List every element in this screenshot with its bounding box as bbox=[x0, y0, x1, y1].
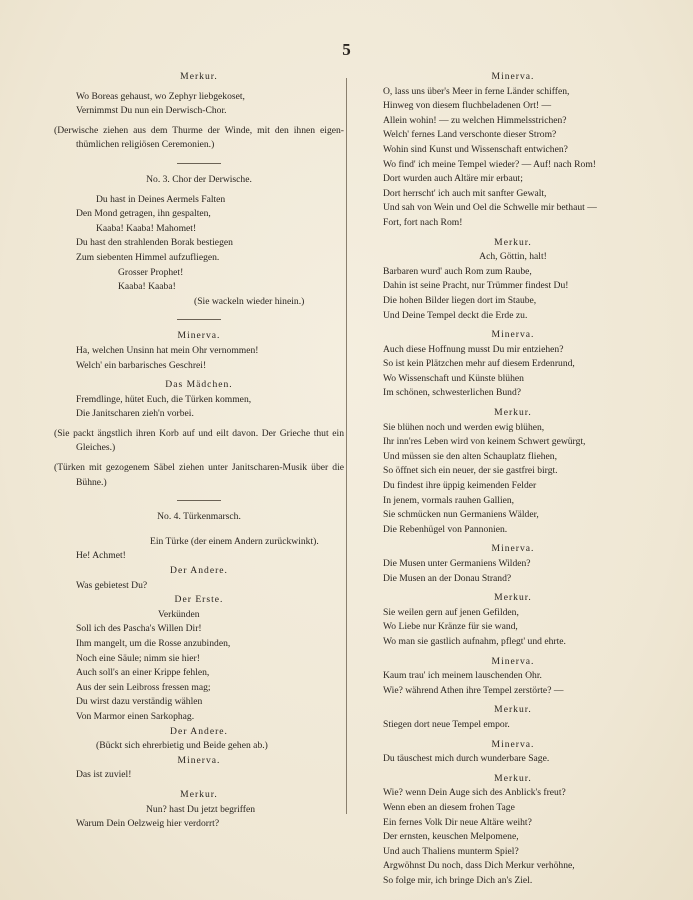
verse-line: Wo find' ich meine Tempel wieder? — Auf! nach Rom! bbox=[383, 158, 596, 170]
speaker-name: Minerva. bbox=[491, 655, 535, 667]
verse-line: He! Achmet! bbox=[76, 550, 126, 562]
verse-line: Kaum trau' ich meinem lauschenden Ohr. bbox=[383, 670, 542, 682]
verse-line: Soll ich des Pascha's Willen Dir! bbox=[76, 623, 202, 635]
verse-line: Und auch Thaliens munterm Spiel? bbox=[383, 845, 519, 857]
verse-line: Auch diese Hoffnung musst Du mir entziehen? bbox=[383, 343, 564, 355]
speaker-name: Merkur. bbox=[180, 71, 218, 82]
verse-line: Ein fernes Volk Dir neue Altäre weiht? bbox=[383, 816, 532, 828]
speaker-name: Merkur. bbox=[494, 592, 532, 604]
verse-line: Die hohen Bilder liegen dort im Staube, bbox=[383, 294, 537, 306]
verse-line: Allein wohin! — zu welchen Himmelsstrichen? bbox=[383, 114, 567, 126]
stage-direction: (Derwische ziehen aus dem Thurme der Winde, mit den ihnen eigen- thümlichen religiösen Ceremonien.) bbox=[54, 124, 344, 151]
verse-line: Den Mond getragen, ihn gespalten, bbox=[76, 208, 211, 220]
speaker-name: Minerva. bbox=[177, 754, 221, 766]
verse-line: Wo Wissenschaft und Künste blühen bbox=[383, 372, 524, 384]
section-rule bbox=[177, 163, 221, 164]
verse-line: Auch soll's an einer Krippe fehlen, bbox=[76, 667, 210, 679]
verse-line: Aus der sein Leibross fressen mag; bbox=[76, 681, 211, 693]
verse-line: Fremdlinge, hütet Euch, die Türken kommen, bbox=[76, 393, 252, 405]
stage-direction: (Türken mit gezogenem Säbel ziehen unter Janitscharen-Musik über die Bühne.) bbox=[54, 462, 344, 488]
verse-line: Hinweg von diesem fluchbeladenen Ort! — bbox=[383, 100, 552, 112]
verse-line: Wo man sie gastlich aufnahm, pflegt' und ehrte. bbox=[383, 635, 566, 647]
verse-line: Die Janitscharen zieh'n vorbei. bbox=[76, 408, 194, 420]
verse-line: Argwöhnst Du noch, dass Dich Merkur verhöhne, bbox=[383, 860, 575, 872]
speaker-name: Der Andere. bbox=[170, 725, 228, 737]
verse-line: Welch' ein barbarisches Geschrei! bbox=[76, 359, 207, 371]
page-number: 5 bbox=[342, 40, 351, 59]
verse-line: Du wirst dazu verständig wählen bbox=[76, 696, 203, 708]
verse-line: Wenn eben an diesem frohen Tage bbox=[383, 801, 515, 813]
verse-line: Nun? hast Du jetzt begriffen bbox=[146, 803, 256, 815]
left-column bbox=[54, 70, 344, 832]
verse-line: Die Musen an der Donau Strand? bbox=[383, 572, 512, 584]
number-title: No. 4. Türkenmarsch. bbox=[157, 511, 241, 523]
stage-direction: Ein Türke (der einem Andern zurückwinkt). bbox=[150, 535, 319, 547]
verse-line: Barbaren wurd' auch Rom zum Raube, bbox=[383, 265, 532, 277]
verse-line: Du täuschest mich durch wunderbare Sage. bbox=[383, 753, 550, 765]
stage-direction: (Sie wackeln wieder hinein.) bbox=[194, 295, 305, 307]
verse-line: Dort herrscht' ich auch mit sanfter Gewalt, bbox=[383, 187, 547, 199]
verse-line: Sie schmücken nun Germaniens Wälder, bbox=[383, 509, 539, 521]
speaker-name: Merkur. bbox=[494, 704, 532, 716]
section-rule bbox=[177, 500, 221, 501]
verse-line: Ihr inn'res Leben wird von keinem Schwert gewürgt, bbox=[383, 436, 586, 448]
speaker-name: Der Erste. bbox=[174, 594, 224, 606]
verse-line: Ach, Göttin, halt! bbox=[479, 251, 547, 263]
verse-line: Wo Liebe nur Kränze für sie wand, bbox=[383, 621, 518, 633]
verse-line: Das ist zuviel! bbox=[76, 769, 132, 781]
verse-line: Kaaba! Kaaba! bbox=[118, 281, 176, 293]
verse-line: Fort, fort nach Rom! bbox=[383, 216, 463, 228]
verse-line: Noch eine Säule; nimm sie hier! bbox=[76, 652, 200, 664]
verse-line: So folge mir, ich bringe Dich an's Ziel. bbox=[383, 874, 533, 886]
verse-line: Du findest ihre üppig keimenden Felder bbox=[383, 480, 537, 492]
speaker-name: Minerva. bbox=[491, 329, 535, 341]
speaker-name: Minerva. bbox=[491, 543, 535, 555]
speaker-name: Minerva. bbox=[491, 738, 535, 750]
verse-line: Und sah von Wein und Oel die Schwelle mir bethaut — bbox=[383, 202, 597, 214]
section-rule bbox=[177, 319, 221, 320]
verse-line: Vernimmst Du nun ein Derwisch-Chor. bbox=[76, 105, 227, 117]
verse-line: Dahin ist seine Pracht, nur Trümmer findest Du! bbox=[383, 280, 569, 292]
stage-direction: (Sie packt ängstlich ihren Korb auf und eilt davon. Der Grieche thut ein Gleiches.) bbox=[54, 427, 344, 454]
speaker-name: Merkur. bbox=[180, 788, 218, 800]
verse-line: In jenem, vormals rauhen Gallien, bbox=[383, 494, 515, 506]
stage-direction: (Bückt sich ehrerbietig und Beide gehen ab.) bbox=[96, 740, 268, 752]
verse-line: Sie weilen gern auf jenen Gefilden, bbox=[383, 606, 519, 618]
speaker-name: Merkur. bbox=[494, 236, 532, 248]
speaker-name: Minerva. bbox=[491, 71, 535, 82]
column-divider bbox=[346, 78, 347, 814]
verse-line: Welch' fernes Land verschonte dieser Strom? bbox=[383, 129, 557, 141]
verse-line: Verkünden bbox=[158, 608, 200, 620]
verse-line: Wie? während Athen ihre Tempel zerstörte? — bbox=[383, 684, 564, 696]
verse-line: Du hast in Deines Aermels Falten bbox=[96, 193, 226, 205]
speaker-name: Der Andere. bbox=[170, 565, 228, 577]
speaker-name: Merkur. bbox=[494, 407, 532, 419]
speaker-name: Merkur. bbox=[494, 772, 532, 784]
verse-line: Und Deine Tempel deckt die Erde zu. bbox=[383, 309, 528, 321]
right-column bbox=[383, 70, 643, 888]
speaker-name: Minerva. bbox=[177, 330, 221, 342]
verse-line: Was gebietest Du? bbox=[76, 579, 148, 591]
verse-line: Die Rebenhügel von Pannonien. bbox=[383, 523, 508, 535]
verse-line: So öffnet sich ein neuer, der sie gastfrei birgt. bbox=[383, 465, 558, 477]
verse-line: Wie? wenn Dein Auge sich des Anblick's freut? bbox=[383, 787, 566, 799]
verse-line: Wohin sind Kunst und Wissenschaft entwichen? bbox=[383, 143, 568, 155]
verse-line: So ist kein Plätzchen mehr auf diesem Erdenrund, bbox=[383, 358, 575, 370]
verse-line: Und müssen sie den alten Schauplatz fliehen, bbox=[383, 450, 557, 462]
verse-line: Der ernsten, keuschen Melpomene, bbox=[383, 831, 519, 843]
verse-line: Ihm mangelt, um die Rosse anzubinden, bbox=[76, 638, 231, 649]
speaker-name: Das Mädchen. bbox=[165, 379, 233, 391]
verse-line: Ha, welchen Unsinn hat mein Ohr vernommen! bbox=[76, 344, 259, 356]
verse-line: Wo Boreas gehaust, wo Zephyr liebgekoset, bbox=[76, 90, 245, 102]
verse-line: Im schönen, schwesterlichen Bund? bbox=[383, 387, 522, 399]
verse-line: Die Musen unter Germaniens Wilden? bbox=[383, 558, 531, 569]
verse-line: Stiegen dort neue Tempel empor. bbox=[383, 718, 510, 730]
verse-line: Sie blühen noch und werden ewig blühen, bbox=[383, 421, 545, 433]
verse-line: Du hast den strahlenden Borak bestiegen bbox=[76, 237, 233, 249]
verse-line: O, lass uns über's Meer in ferne Länder schiffen, bbox=[383, 85, 570, 97]
number-title: No. 3. Chor der Derwische. bbox=[146, 173, 252, 185]
verse-line: Zum siebenten Himmel aufzufliegen. bbox=[76, 251, 220, 263]
verse-line: Von Marmor einen Sarkophag. bbox=[76, 710, 195, 722]
verse-line: Dort wurden auch Altäre mir erbaut; bbox=[383, 173, 523, 185]
verse-line: Warum Dein Oelzweig hier verdorrt? bbox=[76, 818, 220, 830]
verse-line: Grosser Prophet! bbox=[118, 266, 184, 278]
verse-line: Kaaba! Kaaba! Mahomet! bbox=[96, 222, 197, 234]
